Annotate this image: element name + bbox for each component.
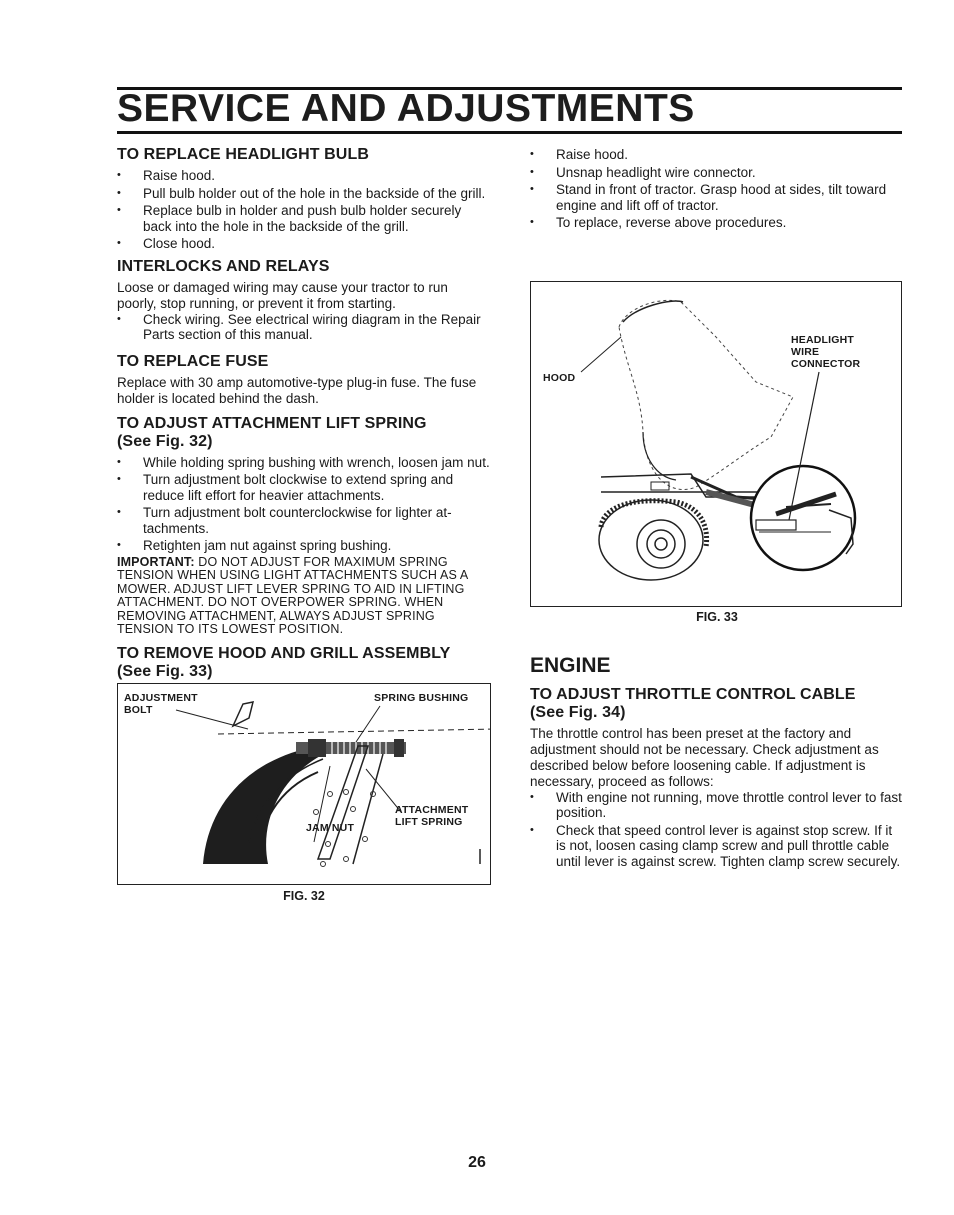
section-replace-fuse <box>117 353 491 407</box>
label-jam-nut: JAM NUT <box>306 821 355 834</box>
list-item: • Stand in front of tractor. Grasp hood at sides, tilt toward engine and lift off of tractor. <box>530 182 904 213</box>
page-title: SERVICE AND ADJUSTMENTS <box>117 87 695 130</box>
list-item: • Turn adjustment bolt clockwise to extend spring and reduce lift effort for heavier attachments. <box>117 472 491 503</box>
important-note <box>117 556 491 637</box>
label-attachment: ATTACHMENT <box>395 803 469 816</box>
figure-32-caption: FIG. 32 <box>283 888 325 903</box>
page-number: 26 <box>468 1154 486 1171</box>
section-heading: TO REPLACE HEADLIGHT BULB <box>117 146 369 163</box>
list-item: • Check wiring. See electrical wiring diagram in the Repair Parts section of this manual. <box>117 312 491 343</box>
list-item: • Check that speed control lever is against stop screw. If it is not, loosen casing clamp screw and pull throttle cable until lever is against screw. Tighten clamp screw securely. <box>530 823 904 870</box>
list-item: • To replace, reverse above procedures. <box>530 215 904 231</box>
section-replace-headlight-bulb <box>117 146 491 252</box>
label-hood: HOOD <box>543 371 576 384</box>
title-rule-bottom <box>117 131 902 134</box>
list-item: • Replace bulb in holder and push bulb holder securely back into the hole in the backside of the grill. <box>117 203 491 234</box>
lift-spring-illustration <box>118 684 490 884</box>
engine-heading: ENGINE <box>530 653 611 677</box>
section-heading: TO REPLACE FUSE <box>117 352 269 370</box>
list-item: • Unsnap headlight wire connector. <box>530 165 904 181</box>
section-interlocks-relays <box>117 258 491 343</box>
figure-33-caption: FIG. 33 <box>696 609 738 624</box>
section-subheading: (See Fig. 33) <box>117 662 213 680</box>
section-adjust-lift-spring <box>117 415 491 637</box>
left-column <box>117 146 491 903</box>
instruction-list <box>117 168 491 252</box>
section-heading: TO REMOVE HOOD AND GRILL ASSEMBLY <box>117 644 451 662</box>
list-item: • Raise hood. <box>117 168 491 184</box>
instruction-list <box>530 790 904 870</box>
right-column <box>530 147 904 871</box>
label-headlight: HEADLIGHT <box>791 333 855 346</box>
section-heading: TO ADJUST THROTTLE CONTROL CABLE <box>530 685 856 703</box>
section-engine <box>530 654 904 870</box>
label-spring-bushing: SPRING BUSHING <box>374 691 469 704</box>
list-item: • Close hood. <box>117 236 491 252</box>
instruction-list <box>530 147 904 231</box>
label-lift-spring: LIFT SPRING <box>395 815 463 828</box>
instruction-list <box>117 455 491 554</box>
section-subheading: (See Fig. 32) <box>117 432 213 450</box>
label-connector: CONNECTOR <box>791 357 861 370</box>
list-item: • Raise hood. <box>530 147 904 163</box>
label-wire: WIRE <box>791 345 820 358</box>
important-text: DO NOT ADJUST FOR MAXIMUM SPRING TENSION WHEN USING LIGHT ATTACHMENTS SUCH AS A MOWER. ADJUST LIFT LEVER SPRING TO AID IN LIFTING ATTACHMENT. DO NOT OVERPOWER SPRING. WHEN REMOVING ATTACHMENT, ALWAYS ADJUST SPRING TENSION TO ITS LOWEST POSITION. <box>117 554 468 636</box>
list-item: • While holding spring bushing with wrench, loosen jam nut. <box>117 455 491 471</box>
label-adjustment: ADJUSTMENT <box>124 691 198 704</box>
hood-illustration <box>531 282 901 606</box>
paragraph: Loose or damaged wiring may cause your tractor to run poorly, stop running, or prevent it from starting. <box>117 279 448 311</box>
list-item: • Turn adjustment bolt counterclockwise for lighter at-tachments. <box>117 505 491 536</box>
paragraph: Replace with 30 amp automotive-type plug-in fuse. The fuse holder is located behind the dash. <box>117 374 477 406</box>
section-subheading: (See Fig. 34) <box>530 703 626 721</box>
section-remove-hood-grill <box>117 645 491 681</box>
instruction-list <box>117 312 491 343</box>
list-item: • Pull bulb holder out of the hole in the backside of the grill. <box>117 186 491 202</box>
figure-32 <box>117 683 491 885</box>
figure-33 <box>530 281 902 607</box>
important-label: IMPORTANT: <box>117 554 195 569</box>
list-item: • With engine not running, move throttle control lever to fast position. <box>530 790 904 821</box>
paragraph: The throttle control has been preset at the factory and adjustment should not be necessary. Check adjustment as described below before loosening cable. If adjustment is necessary, proceed as follows: <box>530 725 879 789</box>
section-heading: INTERLOCKS AND RELAYS <box>117 257 330 275</box>
section-heading: TO ADJUST ATTACHMENT LIFT SPRING <box>117 414 427 432</box>
list-item: • Retighten jam nut against spring bushing. <box>117 538 491 554</box>
label-bolt: BOLT <box>124 703 153 716</box>
